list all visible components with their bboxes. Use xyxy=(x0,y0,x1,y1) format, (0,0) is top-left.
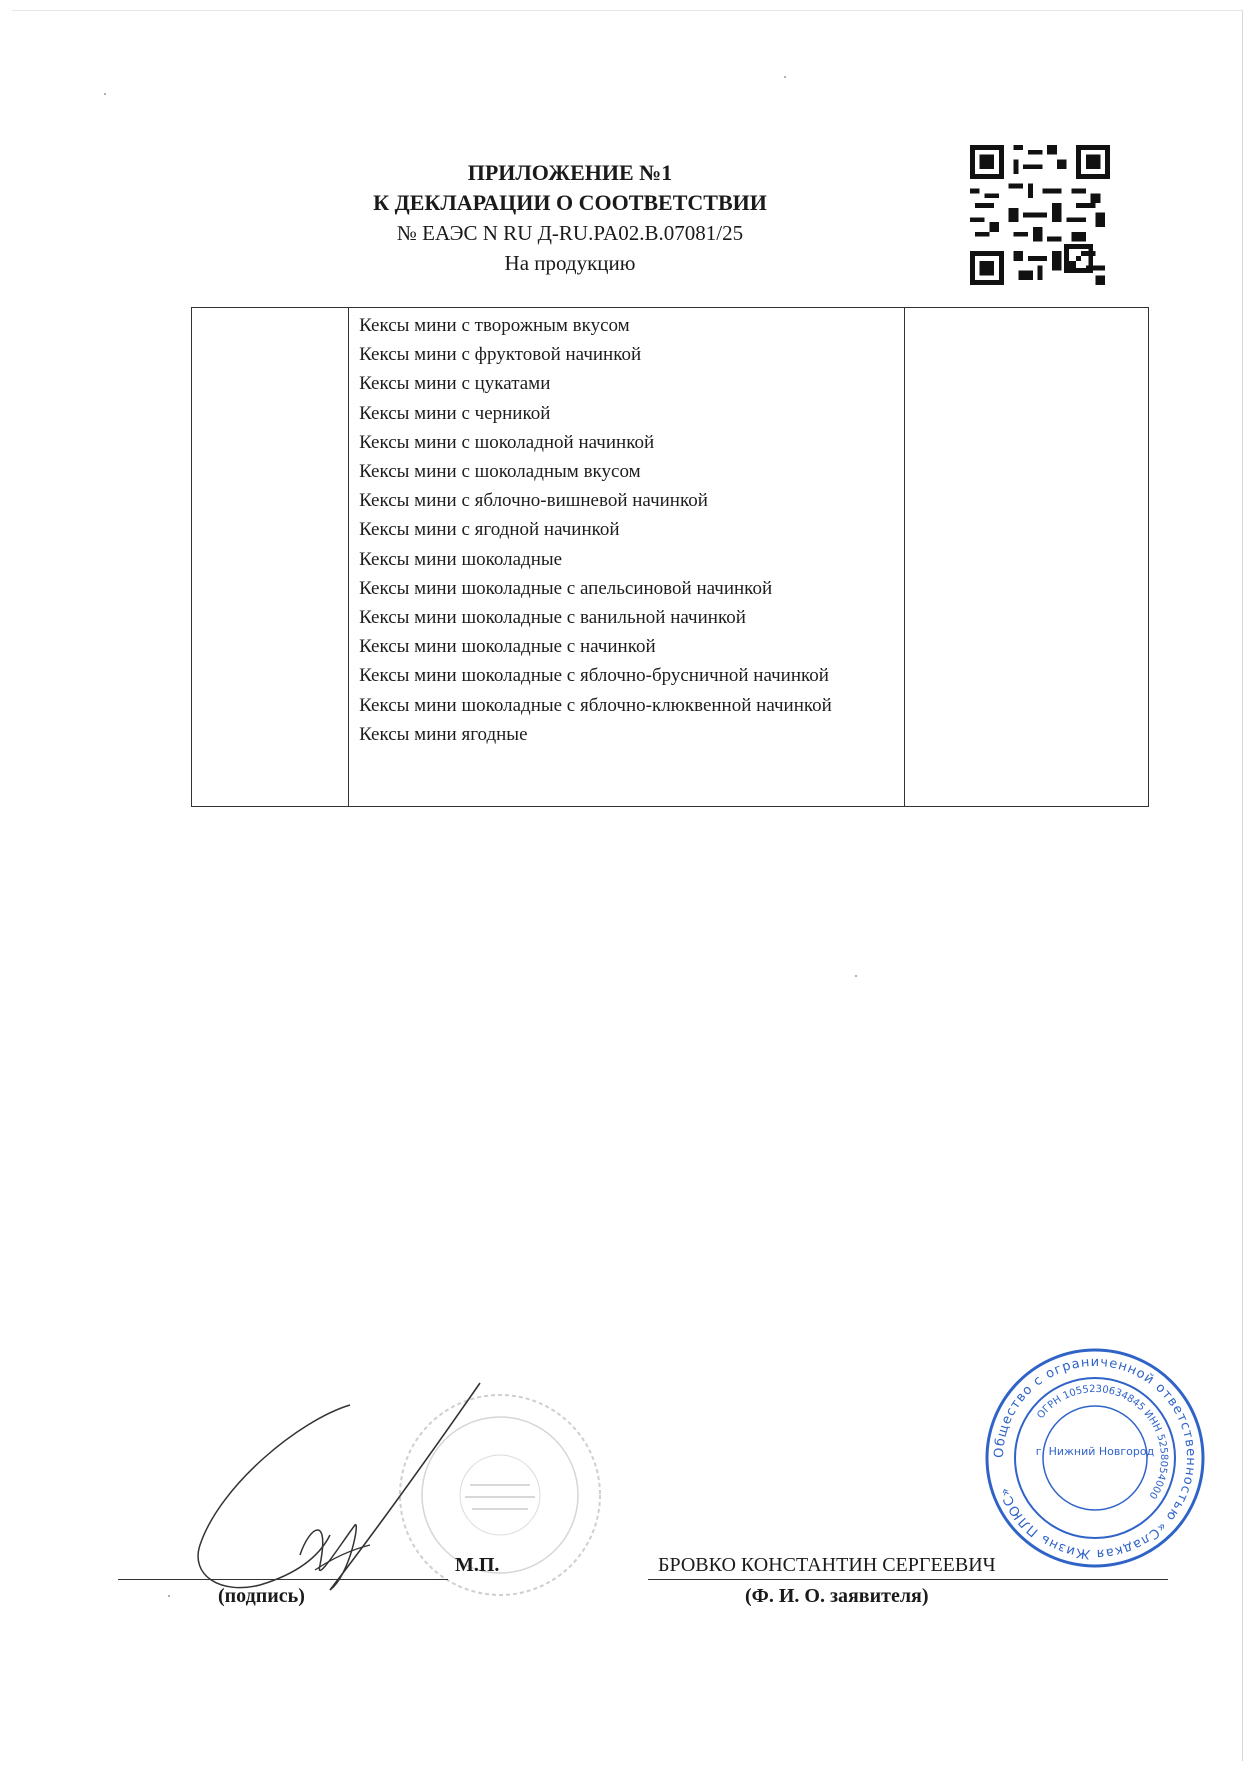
document-header xyxy=(300,158,840,278)
scan-speck xyxy=(104,93,106,95)
scan-speck xyxy=(784,76,786,78)
header-subtitle: На продукцию xyxy=(504,251,636,275)
qr-code-icon xyxy=(970,145,1110,285)
table-row xyxy=(192,308,1149,807)
product-item: Кексы мини шоколадные с яблочно-клюквенной начинкой xyxy=(359,694,832,716)
product-item: Кексы мини ягодные xyxy=(359,723,528,745)
table-cell-empty-left xyxy=(192,308,349,807)
product-item: Кексы мини шоколадные с ванильной начинкой xyxy=(359,607,746,629)
product-item: Кексы мини с яблочно-вишневой начинкой xyxy=(359,490,708,512)
fio-caption: (Ф. И. О. заявителя) xyxy=(745,1585,929,1607)
product-item: Кексы мини с цукатами xyxy=(359,373,551,395)
products-table xyxy=(191,307,1149,807)
scan-speck xyxy=(855,975,857,977)
product-item: Кексы мини с черникой xyxy=(359,402,551,424)
applicant-name-line xyxy=(648,1579,1168,1580)
product-item: Кексы мини шоколадные xyxy=(359,548,563,570)
seal-inner-text: ОГРН 1055230634845 ИНН 5258054000 xyxy=(1035,1383,1170,1501)
declaration-title: К ДЕКЛАРАЦИИ О СООТВЕТСТВИИ xyxy=(373,190,767,215)
product-item: Кексы мини шоколадные с яблочно-брусничной начинкой xyxy=(359,665,829,687)
product-item: Кексы мини с творожным вкусом xyxy=(359,315,630,336)
signature-caption: (подпись) xyxy=(218,1585,305,1607)
product-item: Кексы мини с фруктовой начинкой xyxy=(359,344,642,366)
appendix-title: ПРИЛОЖЕНИЕ №1 xyxy=(467,160,673,185)
svg-text:ОГРН 1055230634845 ИНН 5258054 xyxy=(1035,1384,1169,1501)
signature-icon xyxy=(180,1375,500,1605)
mp-label: М.П. xyxy=(455,1554,500,1576)
product-item: Кексы мини с шоколадной начинкой xyxy=(359,431,655,453)
seal-outer-text: Общество с ограниченной ответственностью «Сладкая Жизнь ПЛЮС» xyxy=(991,1354,1199,1562)
company-seal-icon xyxy=(982,1345,1208,1571)
seal-center-text: г. Нижний Новгород xyxy=(1035,1445,1155,1458)
declaration-number: № ЕАЭС N RU Д-RU.PA02.B.07081/25 xyxy=(396,221,744,245)
product-item: Кексы мини шоколадные с начинкой xyxy=(359,636,656,658)
product-item: Кексы мини с ягодной начинкой xyxy=(359,519,620,541)
signature-line xyxy=(118,1579,448,1580)
product-item: Кексы мини шоколадные с апельсиновой начинкой xyxy=(359,577,773,599)
table-cell-product-list xyxy=(349,308,905,807)
table-cell-empty-right xyxy=(904,308,1148,807)
product-list xyxy=(359,311,894,749)
applicant-name: БРОВКО КОНСТАНТИН СЕРГЕЕВИЧ xyxy=(658,1554,996,1576)
scan-speck xyxy=(168,1595,170,1597)
product-item: Кексы мини с шоколадным вкусом xyxy=(359,461,641,483)
